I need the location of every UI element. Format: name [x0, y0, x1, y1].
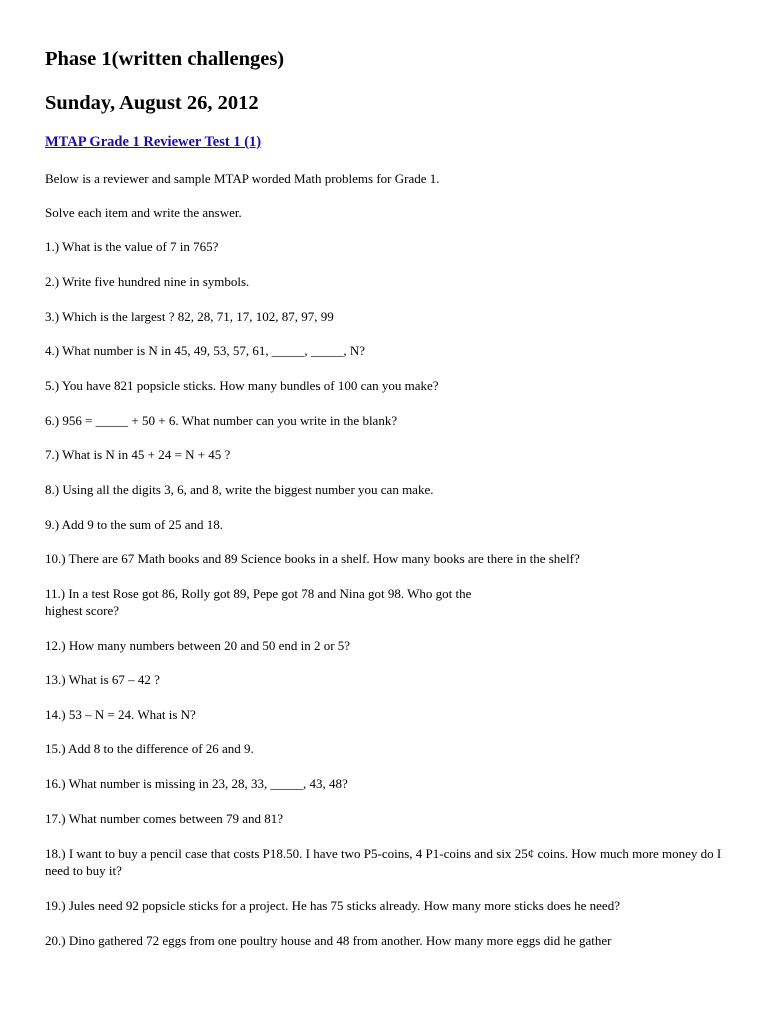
question-13: 13.) What is 67 – 42 ? — [45, 672, 160, 687]
question-15: 15.) Add 8 to the difference of 26 and 9. — [45, 741, 254, 756]
question-4: 4.) What number is N in 45, 49, 53, 57, 61, _____, _____, N? — [45, 343, 366, 358]
question-16: 16.) What number is missing in 23, 28, 33, _____, 43, 48? — [45, 776, 348, 791]
question-19: 19.) Jules need 92 popsicle sticks for a project. He has 75 sticks already. How many more sticks does he need? — [45, 898, 620, 913]
question-8: 8.) Using all the digits 3, 6, and 8, write the biggest number you can make. — [45, 482, 434, 497]
question-10: 10.) There are 67 Math books and 89 Science books in a shelf. How many books are there in the shelf? — [45, 551, 580, 566]
question-18: 18.) I want to buy a pencil case that costs P18.50. I have two P5-coins, 4 P1-coins and six 25¢ coins. How much more money do I need to buy it? — [45, 846, 722, 878]
post-date: Sunday, August 26, 2012 — [45, 92, 259, 114]
question-6: 6.) 956 = _____ + 50 + 6. What number can you write in the blank? — [45, 413, 398, 428]
question-1: 1.) What is the value of 7 in 765? — [45, 239, 219, 254]
blog-title: Phase 1(written challenges) — [45, 48, 285, 70]
question-11-continued: highest score? — [45, 603, 120, 618]
question-5: 5.) You have 821 popsicle sticks. How many bundles of 100 can you make? — [45, 378, 439, 393]
question-20: 20.) Dino gathered 72 eggs from one poultry house and 48 from another. How many more eggs did he gather — [45, 933, 612, 948]
instruction-text: Solve each item and write the answer. — [45, 205, 242, 220]
question-14: 14.) 53 – N = 24. What is N? — [45, 707, 196, 722]
post-title-link[interactable]: MTAP Grade 1 Reviewer Test 1 (1) — [45, 134, 262, 150]
question-9: 9.) Add 9 to the sum of 25 and 18. — [45, 517, 224, 532]
question-7: 7.) What is N in 45 + 24 = N + 45 ? — [45, 447, 231, 462]
question-3: 3.) Which is the largest ? 82, 28, 71, 17, 102, 87, 97, 99 — [45, 309, 334, 324]
question-2: 2.) Write five hundred nine in symbols. — [45, 274, 250, 289]
question-11: 11.) In a test Rose got 86, Rolly got 89, Pepe got 78 and Nina got 98. Who got the — [45, 586, 472, 601]
question-17: 17.) What number comes between 79 and 81? — [45, 811, 284, 826]
question-12: 12.) How many numbers between 20 and 50 end in 2 or 5? — [45, 638, 351, 653]
intro-text: Below is a reviewer and sample MTAP worded Math problems for Grade 1. — [45, 171, 440, 186]
